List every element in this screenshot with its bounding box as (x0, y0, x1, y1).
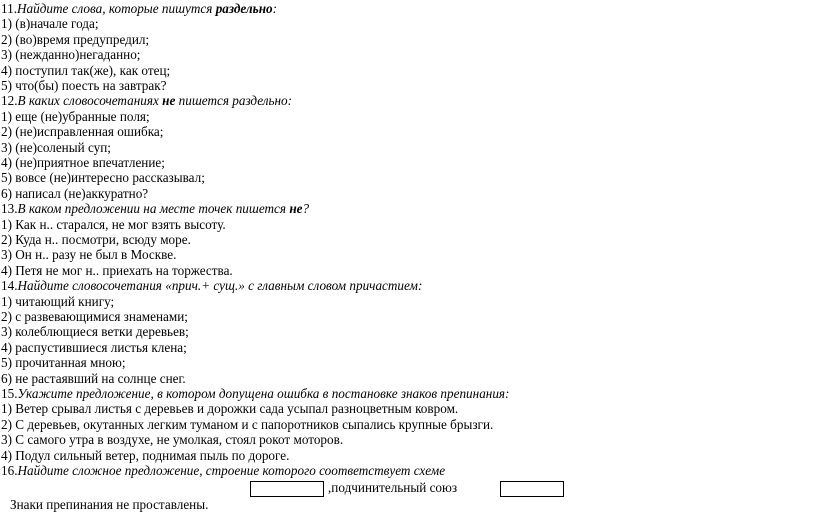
question-number: 15. (1, 386, 18, 401)
question-title (1, 1, 277, 16)
answer-option: 1) еще (не)убранные поля; (1, 108, 150, 124)
question-text-end: : (272, 1, 278, 16)
question-text (17, 463, 445, 478)
answer-option: 3) С самого утра в воздухе, не умолкая, стоял рокот моторов. (1, 432, 344, 448)
question-text-end: пишется раздельно: (175, 93, 293, 109)
question-text (17, 1, 277, 16)
answer-option: 4) Петя не мог н.. приехать на торжества. (1, 262, 233, 278)
question-number: 12. (1, 93, 18, 109)
question-text-start: В каком предложении на месте точек пишется (17, 201, 290, 217)
answer-option: 6) не растаявший на солнце снег. (1, 370, 186, 386)
question-text-start: Найдите слова, которые пишутся (17, 1, 216, 16)
question-title (1, 463, 445, 478)
answer-option: 2) с развевающимися знаменами; (1, 309, 188, 324)
answer-option: 3) Он н.. разу не был в Москве. (1, 247, 177, 263)
question-text-start: Укажите предложение, в котором допущена ошибка в постановке знаков препинания: (17, 386, 510, 401)
question-emphasis: раздельно (215, 1, 273, 16)
question-text-start: Найдите словосочетания «прич.+ сущ.» с главным словом причастием: (17, 278, 423, 294)
answer-option: 4) Подул сильный ветер, поднимая пыль по дороге. (1, 447, 290, 463)
answer-option: 1) Как н.. старался, не мог взять высоту. (1, 216, 226, 232)
answer-option: 3) колеблющиеся ветки деревьев; (1, 324, 189, 340)
answer-option: 2) С деревьев, окутанных легким туманом и с папоротников сыпались крупные брызги. (1, 416, 494, 432)
question-text (17, 278, 422, 293)
question-number: 14. (1, 278, 18, 294)
answer-option: 2) (во)время предупредил; (1, 31, 150, 47)
question-text-start: В каких словосочетаниях (17, 93, 163, 109)
question-text (17, 386, 509, 401)
answer-option: 3) (нежданно)негаданно; (1, 47, 141, 63)
question-text (17, 93, 292, 108)
answer-option: 4) (не)приятное впечатление; (1, 155, 165, 170)
question-title (1, 201, 309, 216)
answer-option: 4) поступил так(же), как отец; (1, 62, 171, 78)
question-text-end: ? (302, 201, 310, 217)
answer-option: 2) (не)исправленная ошибка; (1, 124, 164, 140)
question-text (17, 201, 309, 216)
answer-option: 6) написал (не)аккуратно? (1, 185, 149, 201)
question-number: 16. (1, 463, 18, 478)
answer-option: 1) читающий книгу; (1, 293, 115, 309)
punctuation-note: Знаки препинания не проставлены. (10, 497, 209, 513)
scheme-main-clause-box (250, 481, 324, 497)
question-title (1, 93, 292, 108)
answer-option: 5) что(бы) поесть на завтрак? (1, 78, 167, 93)
scheme-connector-label: ,подчинительный союз (328, 480, 458, 496)
answer-option: 4) распустившиеся листья клена; (1, 339, 187, 355)
answer-option: 2) Куда н.. посмотри, всюду море. (1, 232, 191, 247)
question-text-start: Найдите сложное предложение, строение которого соответствует схеме (17, 463, 446, 478)
question-title (1, 278, 422, 293)
question-emphasis: не (162, 93, 176, 109)
answer-option: 5) прочитанная мною; (1, 355, 126, 371)
answer-option: 5) вовсе (не)интересно рассказывал; (1, 170, 205, 186)
question-number: 13. (1, 201, 18, 217)
scheme-subordinate-clause-box (500, 481, 564, 497)
answer-option: 1) Ветер срывал листья с деревьев и дорожки сада усыпал разноцветным ковром. (1, 401, 459, 417)
answer-option: 3) (не)соленый суп; (1, 139, 111, 155)
question-emphasis: не (289, 201, 303, 217)
answer-option: 1) (в)начале года; (1, 16, 99, 32)
question-number: 11. (1, 1, 17, 16)
question-title (1, 386, 509, 401)
